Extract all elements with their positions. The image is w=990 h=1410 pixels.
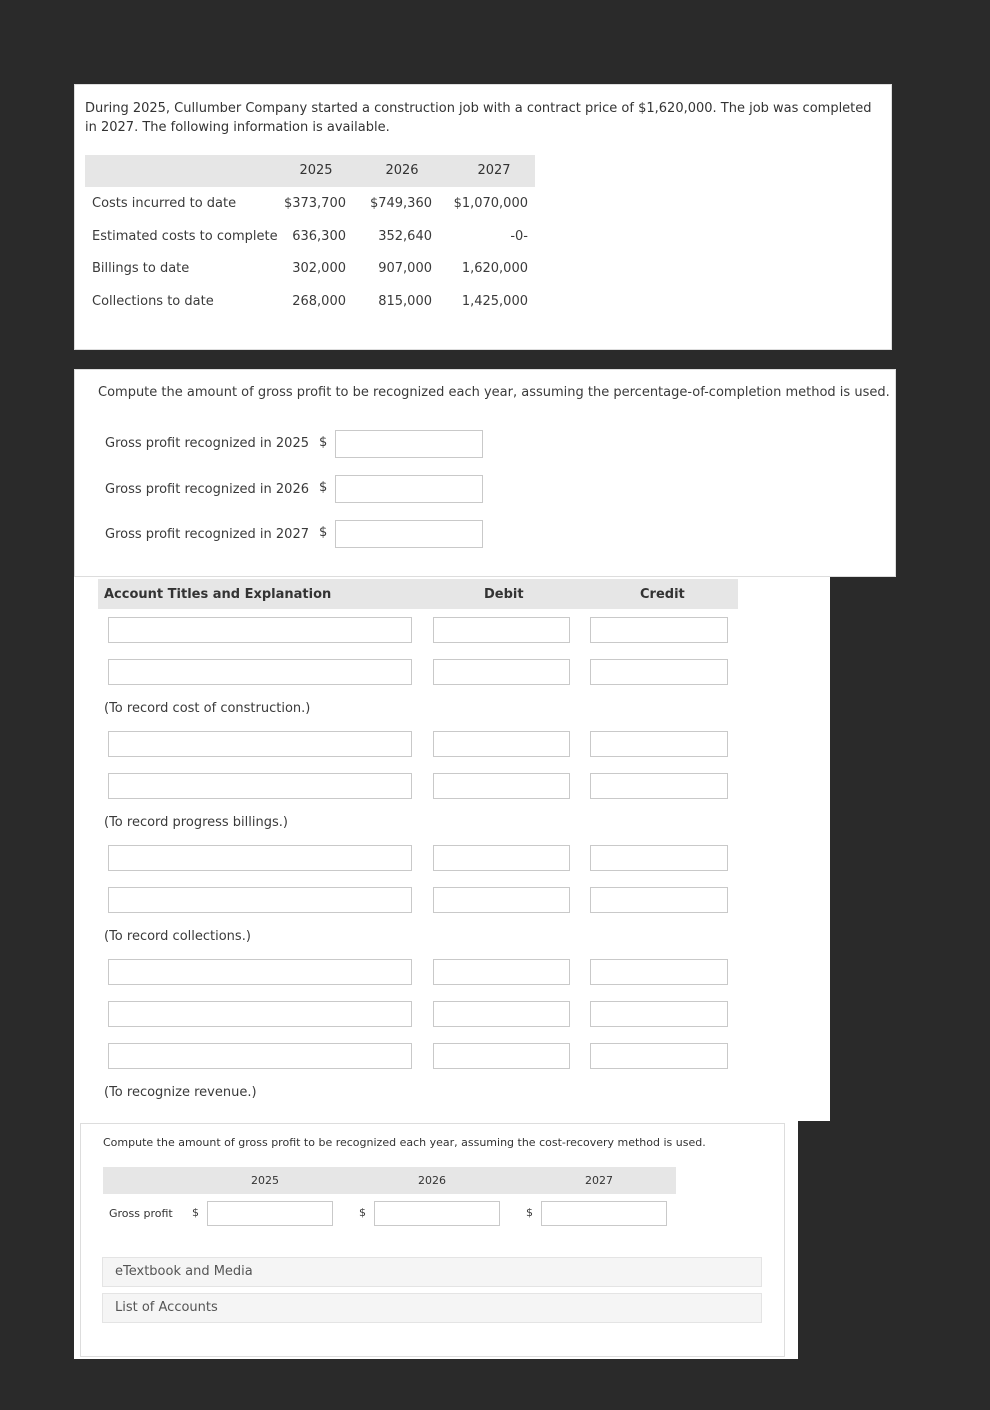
cr-input-2027[interactable] [541, 1201, 667, 1226]
poc-label-2026: Gross profit recognized in 2026 [105, 482, 309, 497]
cr-year-2025: 2025 [251, 1174, 279, 1187]
cr-input-2025[interactable] [207, 1201, 333, 1226]
poc-panel [74, 369, 896, 577]
journal-debit-input[interactable] [433, 731, 570, 757]
journal-account-input[interactable] [108, 617, 412, 643]
journal-debit-input[interactable] [433, 617, 570, 643]
journal-credit-input[interactable] [590, 773, 728, 799]
journal-credit-input[interactable] [590, 1043, 728, 1069]
cr-dollar-2027: $ [526, 1206, 533, 1219]
journal-account-input[interactable] [108, 845, 412, 871]
journal-debit-input[interactable] [433, 1043, 570, 1069]
journal-account-input[interactable] [108, 1043, 412, 1069]
journal-debit-input[interactable] [433, 959, 570, 985]
cell-est-2026: 352,640 [378, 229, 432, 244]
journal-credit-input[interactable] [590, 887, 728, 913]
journal-debit-input[interactable] [433, 659, 570, 685]
cr-dollar-2025: $ [192, 1206, 199, 1219]
journal-credit-input[interactable] [590, 731, 728, 757]
poc-instruction: Compute the amount of gross profit to be recognized each year, assuming the percentage-of-completion method is used. [98, 385, 890, 400]
journal-credit-input[interactable] [590, 845, 728, 871]
cell-costs-2025: $373,700 [283, 196, 346, 211]
journal-credit-input[interactable] [590, 617, 728, 643]
cell-collections-2027: 1,425,000 [461, 294, 528, 309]
cost-recovery-instruction: Compute the amount of gross profit to be recognized each year, assuming the cost-recovery method is used. [103, 1136, 706, 1149]
cr-row-label: Gross profit [109, 1207, 173, 1220]
problem-intro: During 2025, Cullumber Company started a construction job with a contract price of $1,620,000. The job was completed in 2027. The following information is available. [85, 101, 872, 135]
table-year-2025: 2025 [299, 163, 333, 178]
poc-input-2027[interactable] [335, 520, 483, 548]
cr-input-2026[interactable] [374, 1201, 500, 1226]
journal-header-credit: Credit [640, 587, 685, 602]
journal-account-input[interactable] [108, 731, 412, 757]
journal-credit-input[interactable] [590, 1001, 728, 1027]
poc-input-2026[interactable] [335, 475, 483, 503]
journal-note-billings: (To record progress billings.) [104, 815, 288, 830]
journal-debit-input[interactable] [433, 773, 570, 799]
table-year-2026: 2026 [385, 163, 419, 178]
journal-account-input[interactable] [108, 1001, 412, 1027]
cell-billings-2025: 302,000 [292, 261, 346, 276]
poc-label-2027: Gross profit recognized in 2027 [105, 527, 309, 542]
cell-billings-2026: 907,000 [378, 261, 432, 276]
table-year-2027: 2027 [477, 163, 511, 178]
journal-header-debit: Debit [484, 587, 524, 602]
journal-header-account: Account Titles and Explanation [104, 587, 332, 602]
poc-dollar-2027: $ [319, 525, 328, 540]
row-label-estimated-costs: Estimated costs to complete [92, 229, 278, 244]
etextbook-link[interactable]: eTextbook and Media [102, 1257, 762, 1287]
row-label-billings: Billings to date [92, 261, 190, 276]
journal-account-input[interactable] [108, 959, 412, 985]
journal-note-revenue: (To recognize revenue.) [104, 1085, 257, 1100]
cell-est-2025: 636,300 [292, 229, 346, 244]
cell-billings-2027: 1,620,000 [461, 261, 528, 276]
cell-collections-2026: 815,000 [378, 294, 432, 309]
poc-input-2025[interactable] [335, 430, 483, 458]
journal-debit-input[interactable] [433, 1001, 570, 1027]
list-of-accounts-link[interactable]: List of Accounts [102, 1293, 762, 1323]
cell-costs-2027: $1,070,000 [453, 196, 528, 211]
journal-account-input[interactable] [108, 887, 412, 913]
cr-year-2027: 2027 [585, 1174, 613, 1187]
journal-credit-input[interactable] [590, 959, 728, 985]
poc-dollar-2025: $ [319, 435, 328, 450]
row-label-costs-incurred: Costs incurred to date [92, 196, 237, 211]
cr-year-2026: 2026 [418, 1174, 446, 1187]
cr-dollar-2026: $ [359, 1206, 366, 1219]
poc-label-2025: Gross profit recognized in 2025 [105, 436, 309, 451]
journal-credit-input[interactable] [590, 659, 728, 685]
cell-collections-2025: 268,000 [292, 294, 346, 309]
journal-debit-input[interactable] [433, 887, 570, 913]
journal-debit-input[interactable] [433, 845, 570, 871]
cell-est-2027: -0- [510, 229, 528, 244]
journal-account-input[interactable] [108, 659, 412, 685]
journal-account-input[interactable] [108, 773, 412, 799]
cell-costs-2026: $749,360 [369, 196, 432, 211]
row-label-collections: Collections to date [92, 294, 214, 309]
journal-note-collections: (To record collections.) [104, 929, 251, 944]
poc-dollar-2026: $ [319, 480, 328, 495]
journal-note-cost: (To record cost of construction.) [104, 701, 311, 716]
